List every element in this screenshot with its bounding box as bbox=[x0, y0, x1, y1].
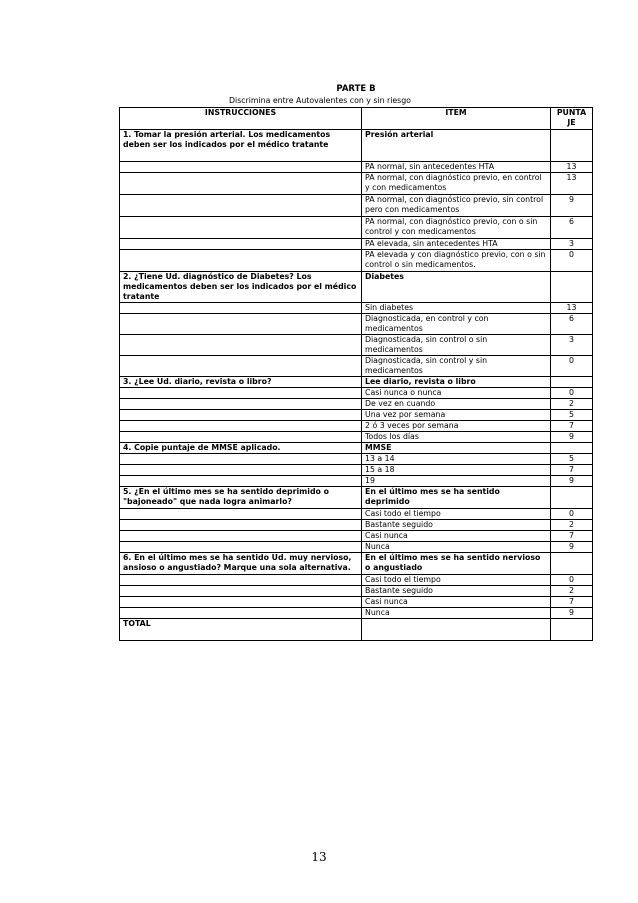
score-cell: 0 bbox=[551, 388, 593, 399]
instruction-cell: 5. ¿En el último mes se ha sentido deprimido o "bajoneado" que nada logra animarlo? bbox=[120, 487, 362, 509]
table-row bbox=[120, 432, 593, 443]
item-cell: Casi nunca bbox=[362, 531, 551, 542]
table-row bbox=[120, 509, 593, 520]
item-cell: En el último mes se ha sentido nervioso o angustiado bbox=[362, 553, 551, 575]
scoring-table bbox=[119, 107, 593, 641]
instruction-cell bbox=[120, 542, 362, 553]
instruction-cell bbox=[120, 303, 362, 314]
item-cell: Casi nunca bbox=[362, 597, 551, 608]
instruction-cell bbox=[120, 586, 362, 597]
instruction-cell bbox=[120, 173, 362, 195]
table-row bbox=[120, 162, 593, 173]
item-cell: Diagnosticada, sin control o sin medicamentos bbox=[362, 335, 551, 356]
instruction-cell bbox=[120, 399, 362, 410]
instruction-cell bbox=[120, 465, 362, 476]
instruction-cell bbox=[120, 575, 362, 586]
score-cell: 3 bbox=[551, 335, 593, 356]
item-cell: Diagnosticada, sin control y sin medicamentos bbox=[362, 356, 551, 377]
table-row bbox=[120, 377, 593, 388]
score-cell: 0 bbox=[551, 356, 593, 377]
table-row bbox=[120, 465, 593, 476]
score-cell bbox=[551, 130, 593, 162]
score-cell bbox=[551, 377, 593, 388]
item-cell: PA normal, con diagnóstico previo, con o sin control y con medicamentos bbox=[362, 217, 551, 239]
page-number: 13 bbox=[311, 850, 327, 864]
instruction-cell bbox=[120, 410, 362, 421]
page-subtitle: Discrimina entre Autovalentes con y sin riesgo bbox=[229, 96, 411, 105]
table-row bbox=[120, 443, 593, 454]
table-row bbox=[120, 553, 593, 575]
score-cell: 13 bbox=[551, 303, 593, 314]
item-cell: 19 bbox=[362, 476, 551, 487]
item-cell: PA elevada y con diagnóstico previo, con o sin control o sin medicamentos. bbox=[362, 250, 551, 272]
table-row bbox=[120, 531, 593, 542]
score-cell bbox=[551, 619, 593, 641]
score-cell: 6 bbox=[551, 314, 593, 335]
table-row bbox=[120, 476, 593, 487]
instruction-cell bbox=[120, 217, 362, 239]
score-cell: 7 bbox=[551, 531, 593, 542]
item-cell: Una vez por semana bbox=[362, 410, 551, 421]
item-cell: PA normal, con diagnóstico previo, en control y con medicamentos bbox=[362, 173, 551, 195]
score-cell bbox=[551, 272, 593, 303]
score-cell: 13 bbox=[551, 162, 593, 173]
table-row bbox=[120, 314, 593, 335]
table-row bbox=[120, 173, 593, 195]
score-cell: 7 bbox=[551, 597, 593, 608]
table-row bbox=[120, 217, 593, 239]
instruction-cell: 4. Copie puntaje de MMSE aplicado. bbox=[120, 443, 362, 454]
item-cell: Todos los días bbox=[362, 432, 551, 443]
score-cell: 9 bbox=[551, 542, 593, 553]
item-cell: Diabetes bbox=[362, 272, 551, 303]
instruction-cell bbox=[120, 239, 362, 250]
score-cell: 2 bbox=[551, 520, 593, 531]
instruction-cell bbox=[120, 314, 362, 335]
item-cell: Lee diario, revista o libro bbox=[362, 377, 551, 388]
item-cell: Bastante seguido bbox=[362, 586, 551, 597]
score-cell bbox=[551, 553, 593, 575]
instruction-cell: 6. En el último mes se ha sentido Ud. muy nervioso, ansioso o angustiado? Marque una sola alternativa. bbox=[120, 553, 362, 575]
header-score: PUNTA JE bbox=[551, 108, 593, 130]
item-cell: 2 ó 3 veces por semana bbox=[362, 421, 551, 432]
instruction-cell bbox=[120, 432, 362, 443]
page-title: PARTE B bbox=[336, 84, 376, 94]
item-cell: Presión arterial bbox=[362, 130, 551, 162]
score-cell: 9 bbox=[551, 195, 593, 217]
item-cell: En el último mes se ha sentido deprimido bbox=[362, 487, 551, 509]
table-row bbox=[120, 619, 593, 641]
table-row bbox=[120, 195, 593, 217]
table-row bbox=[120, 586, 593, 597]
table-header-row bbox=[120, 108, 593, 130]
table-row bbox=[120, 335, 593, 356]
instruction-cell bbox=[120, 454, 362, 465]
score-cell bbox=[551, 443, 593, 454]
instruction-cell bbox=[120, 335, 362, 356]
score-cell: 0 bbox=[551, 250, 593, 272]
instruction-cell bbox=[120, 162, 362, 173]
table-row bbox=[120, 388, 593, 399]
item-cell: Casi todo el tiempo bbox=[362, 509, 551, 520]
item-cell: PA elevada, sin antecedentes HTA bbox=[362, 239, 551, 250]
score-cell: 0 bbox=[551, 509, 593, 520]
header-item: ITEM bbox=[362, 108, 551, 130]
item-cell: PA normal, con diagnóstico previo, sin control pero con medicamentos bbox=[362, 195, 551, 217]
score-cell: 0 bbox=[551, 575, 593, 586]
item-cell: Casi todo el tiempo bbox=[362, 575, 551, 586]
instruction-cell bbox=[120, 421, 362, 432]
score-cell: 7 bbox=[551, 465, 593, 476]
table-row bbox=[120, 575, 593, 586]
score-cell: 3 bbox=[551, 239, 593, 250]
instruction-cell bbox=[120, 250, 362, 272]
score-cell: 9 bbox=[551, 476, 593, 487]
table-row bbox=[120, 487, 593, 509]
score-cell: 5 bbox=[551, 454, 593, 465]
item-cell: Bastante seguido bbox=[362, 520, 551, 531]
item-cell: MMSE bbox=[362, 443, 551, 454]
item-cell: Casi nunca o nunca bbox=[362, 388, 551, 399]
item-cell: Sin diabetes bbox=[362, 303, 551, 314]
score-cell: 6 bbox=[551, 217, 593, 239]
item-cell: PA normal, sin antecedentes HTA bbox=[362, 162, 551, 173]
score-cell: 9 bbox=[551, 608, 593, 619]
score-cell: 2 bbox=[551, 399, 593, 410]
instruction-cell bbox=[120, 195, 362, 217]
score-cell: 9 bbox=[551, 432, 593, 443]
item-cell: Nunca bbox=[362, 542, 551, 553]
item-cell: De vez en cuando bbox=[362, 399, 551, 410]
item-cell bbox=[362, 619, 551, 641]
instruction-cell: 3. ¿Lee Ud. diario, revista o libro? bbox=[120, 377, 362, 388]
table-row bbox=[120, 399, 593, 410]
table-row bbox=[120, 597, 593, 608]
table-row bbox=[120, 130, 593, 162]
table-row bbox=[120, 239, 593, 250]
instruction-cell bbox=[120, 531, 362, 542]
table-row bbox=[120, 356, 593, 377]
score-cell: 7 bbox=[551, 421, 593, 432]
table-row bbox=[120, 421, 593, 432]
item-cell: 13 a 14 bbox=[362, 454, 551, 465]
instruction-cell: 1. Tomar la presión arterial. Los medicamentos deben ser los indicados por el médico tratante bbox=[120, 130, 362, 162]
score-cell: 5 bbox=[551, 410, 593, 421]
instruction-cell: 2. ¿Tiene Ud. diagnóstico de Diabetes? Los medicamentos deben ser los indicados por el médico tratante bbox=[120, 272, 362, 303]
table-row bbox=[120, 303, 593, 314]
instruction-cell bbox=[120, 356, 362, 377]
table-row bbox=[120, 410, 593, 421]
table-body bbox=[120, 130, 593, 641]
item-cell: 15 a 18 bbox=[362, 465, 551, 476]
instruction-cell bbox=[120, 388, 362, 399]
score-cell: 13 bbox=[551, 173, 593, 195]
table-row bbox=[120, 272, 593, 303]
instruction-cell bbox=[120, 476, 362, 487]
table-row bbox=[120, 520, 593, 531]
instruction-cell: TOTAL bbox=[120, 619, 362, 641]
item-cell: Diagnosticada, en control y con medicamentos bbox=[362, 314, 551, 335]
table-row bbox=[120, 608, 593, 619]
table-row bbox=[120, 454, 593, 465]
score-cell bbox=[551, 487, 593, 509]
instruction-cell bbox=[120, 597, 362, 608]
instruction-cell bbox=[120, 608, 362, 619]
instruction-cell bbox=[120, 509, 362, 520]
header-instructions: INSTRUCCIONES bbox=[120, 108, 362, 130]
table-row bbox=[120, 542, 593, 553]
item-cell: Nunca bbox=[362, 608, 551, 619]
score-cell: 2 bbox=[551, 586, 593, 597]
instruction-cell bbox=[120, 520, 362, 531]
table-row bbox=[120, 250, 593, 272]
